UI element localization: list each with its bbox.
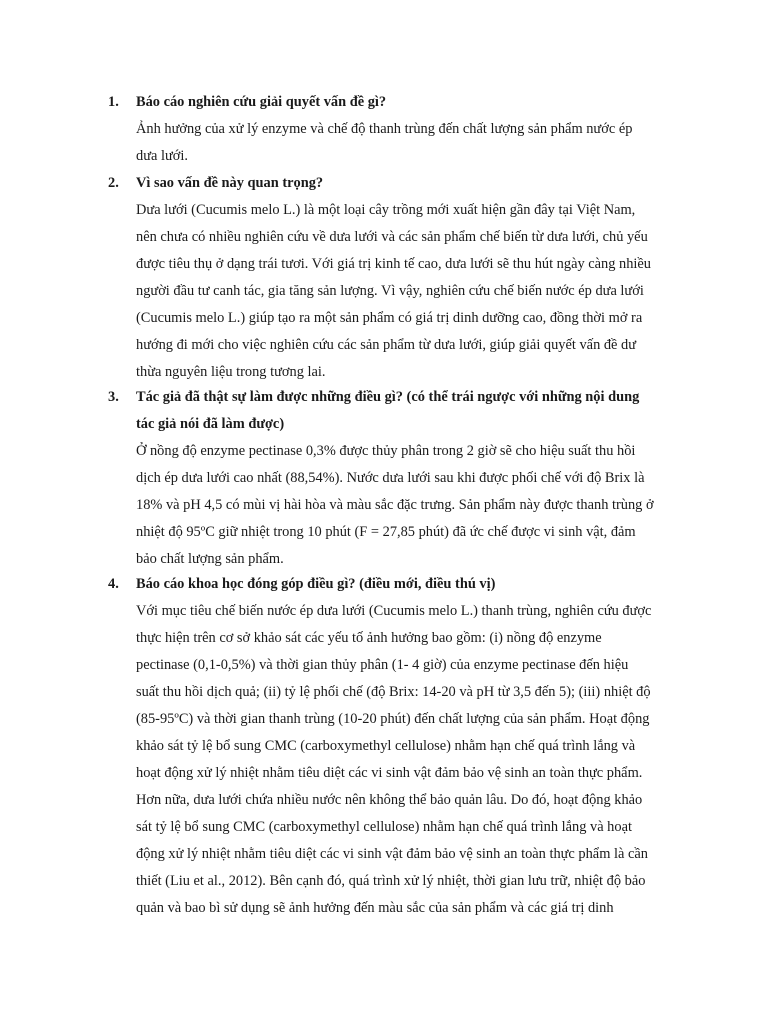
answer-line: khảo sát tỷ lệ bổ sung CMC (carboxymethyl cellulose) nhằm hạn chế quá trình lắng và	[136, 738, 636, 754]
question-text-continued: tác giả nói đã làm được)	[136, 416, 285, 432]
question-text: Tác giả đã thật sự làm được những điều gì? (có thể trái ngược với những nội dung	[136, 389, 640, 405]
answer-line: nên chưa có nhiều nghiên cứu về dưa lưới và các sản phẩm chế biến từ dưa lưới, chủ yếu	[136, 229, 648, 245]
answer-line: dưa lưới.	[136, 148, 188, 164]
question-number: 1.	[108, 94, 119, 110]
answer-line: quản và bao bì sử dụng sẽ ảnh hưởng đến màu sắc của sản phẩm và các giá trị dinh	[136, 900, 614, 916]
question-text: Báo cáo khoa học đóng góp điều gì? (điều mới, điều thú vị)	[136, 576, 496, 592]
answer-line: pectinase (0,1-0,5%) và thời gian thủy phân (1- 4 giờ) của enzyme pectinase đến hiệu	[136, 657, 629, 673]
answer-line: người đầu tư canh tác, gia tăng sản lượng. Vì vậy, nghiên cứu chế biến nước ép dưa lưới	[136, 283, 644, 299]
answer-line: được tiêu thụ ở dạng trái tươi. Với giá trị kinh tế cao, dưa lưới sẽ thu hút ngày càng nhiều	[136, 256, 651, 272]
answer-line: 18% và pH 4,5 có mùi vị hài hòa và màu sắc đặc trưng. Sản phẩm này được thanh trùng ở	[136, 497, 654, 513]
answer-line: Ảnh hưởng của xử lý enzyme và chế độ thanh trùng đến chất lượng sản phẩm nước ép	[136, 121, 633, 137]
answer-line: động xử lý nhiệt nhằm tiêu diệt các vi sinh vật đảm bảo vệ sinh an toàn thực phẩm là cần	[136, 846, 648, 862]
question-number: 3.	[108, 389, 119, 405]
answer-line: thừa nguyên liệu trong tương lai.	[136, 364, 326, 380]
answer-line: Với mục tiêu chế biến nước ép dưa lưới (Cucumis melo L.) thanh trùng, nghiên cứu được	[136, 603, 652, 619]
answer-line: nhiệt độ 95ºC giữ nhiệt trong 10 phút (F = 27,85 phút) đã ức chế được vi sinh vật, đảm	[136, 524, 636, 540]
answer-line: (Cucumis melo L.) giúp tạo ra một sản phẩm có giá trị dinh dưỡng cao, đồng thời mở ra	[136, 310, 643, 326]
answer-line: dịch ép dưa lưới cao nhất (88,54%). Nước dưa lưới sau khi được phối chế với độ Brix là	[136, 470, 645, 486]
answer-line: thực hiện trên cơ sở khảo sát các yếu tố ảnh hưởng bao gồm: (i) nồng độ enzyme	[136, 630, 602, 646]
answer-line: hướng đi mới cho việc nghiên cứu các sản phẩm từ dưa lưới, giúp giải quyết vấn đề dư	[136, 337, 637, 353]
answer-line: thiết (Liu et al., 2012). Bên cạnh đó, quá trình xử lý nhiệt, thời gian lưu trữ, nhiệt độ bảo	[136, 873, 646, 889]
question-text: Vì sao vấn đề này quan trọng?	[136, 175, 324, 191]
answer-line: suất thu hồi dịch quả; (ii) tỷ lệ phối chế (độ Brix: 14-20 và pH từ 3,5 đến 5); (iii) nhiệt độ	[136, 684, 651, 700]
answer-line: (85-95ºC) và thời gian thanh trùng (10-20 phút) đến chất lượng của sản phẩm. Hoạt động	[136, 711, 650, 727]
question-text: Báo cáo nghiên cứu giải quyết vấn đề gì?	[136, 94, 387, 110]
answer-line: hoạt động xử lý nhiệt nhằm tiêu diệt các vi sinh vật đảm bảo vệ sinh an toàn thực phẩm.	[136, 765, 643, 781]
question-number: 4.	[108, 576, 119, 592]
answer-line: Hơn nữa, dưa lưới chứa nhiều nước nên không thể bảo quản lâu. Do đó, hoạt động khảo	[136, 792, 643, 808]
answer-line: Ở nồng độ enzyme pectinase 0,3% được thủy phân trong 2 giờ sẽ cho hiệu suất thu hồi	[136, 443, 636, 459]
answer-line: sát tỷ lệ bổ sung CMC (carboxymethyl cellulose) nhằm hạn chế quá trình lắng và hoạt	[136, 819, 632, 835]
answer-line: bảo chất lượng sản phẩm.	[136, 551, 284, 567]
question-number: 2.	[108, 175, 119, 191]
answer-line: Dưa lưới (Cucumis melo L.) là một loại cây trồng mới xuất hiện gần đây tại Việt Nam,	[136, 202, 636, 218]
